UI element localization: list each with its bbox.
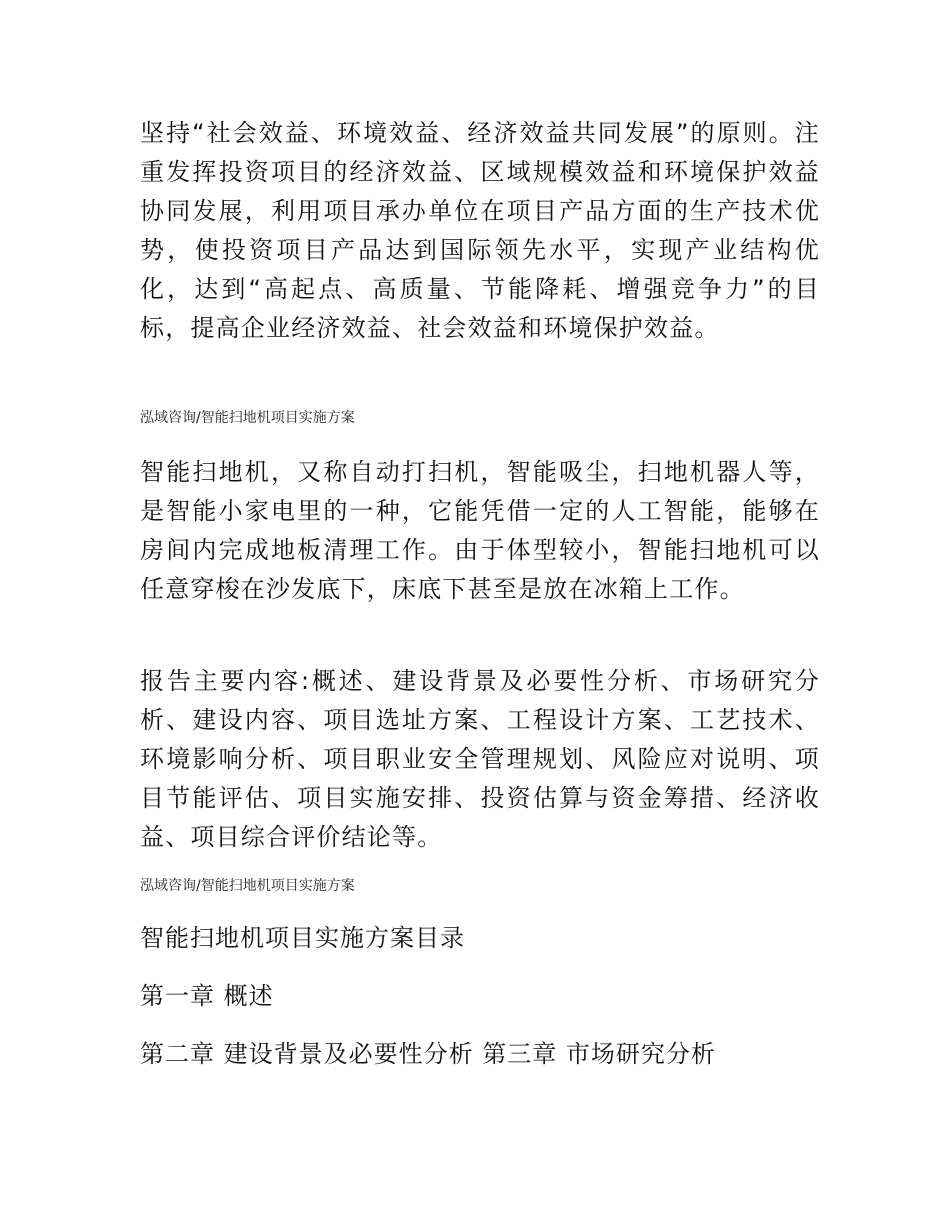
- paragraph-principles: 坚持“社会效益、环境效益、经济效益共同发展”的原则。注重发挥投资项目的经济效益、区域规模效益和环境保护效益协同发展，利用项目承办单位在项目产品方面的生产技术优势，使投资项目产品达到国际领先水平，实现产业结构优化，达到“高起点、高质量、节能降耗、增强竞争力”的目标，提高企业经济效益、社会效益和环境保护效益。: [140, 119, 820, 342]
- toc-title: 智能扫地机项目实施方案目录: [140, 924, 465, 952]
- paragraph-product-intro: 智能扫地机，又称自动打扫机，智能吸尘，扫地机器人等，是智能小家电里的一种，它能凭借一定的人工智能，能够在房间内完成地板清理工作。由于体型较小，智能扫地机可以任意穿梭在沙发底下，床底下甚至是放在冰箱上工作。: [140, 458, 820, 603]
- running-header: 泓域咨询/智能扫地机项目实施方案: [140, 878, 355, 894]
- toc-entry-chapter-2-3: 第二章 建设背景及必要性分析 第三章 市场研究分析: [140, 1040, 716, 1068]
- running-header: 泓域咨询/智能扫地机项目实施方案: [140, 410, 355, 426]
- paragraph-report-contents: 报告主要内容:概述、建设背景及必要性分析、市场研究分析、建设内容、项目选址方案、工程设计方案、工艺技术、环境影响分析、项目职业安全管理规划、风险应对说明、项目节能评估、项目实施安排、投资估算与资金筹措、经济收益、项目综合评价结论等。: [140, 667, 820, 851]
- toc-entry-chapter-1: 第一章 概述: [140, 982, 274, 1010]
